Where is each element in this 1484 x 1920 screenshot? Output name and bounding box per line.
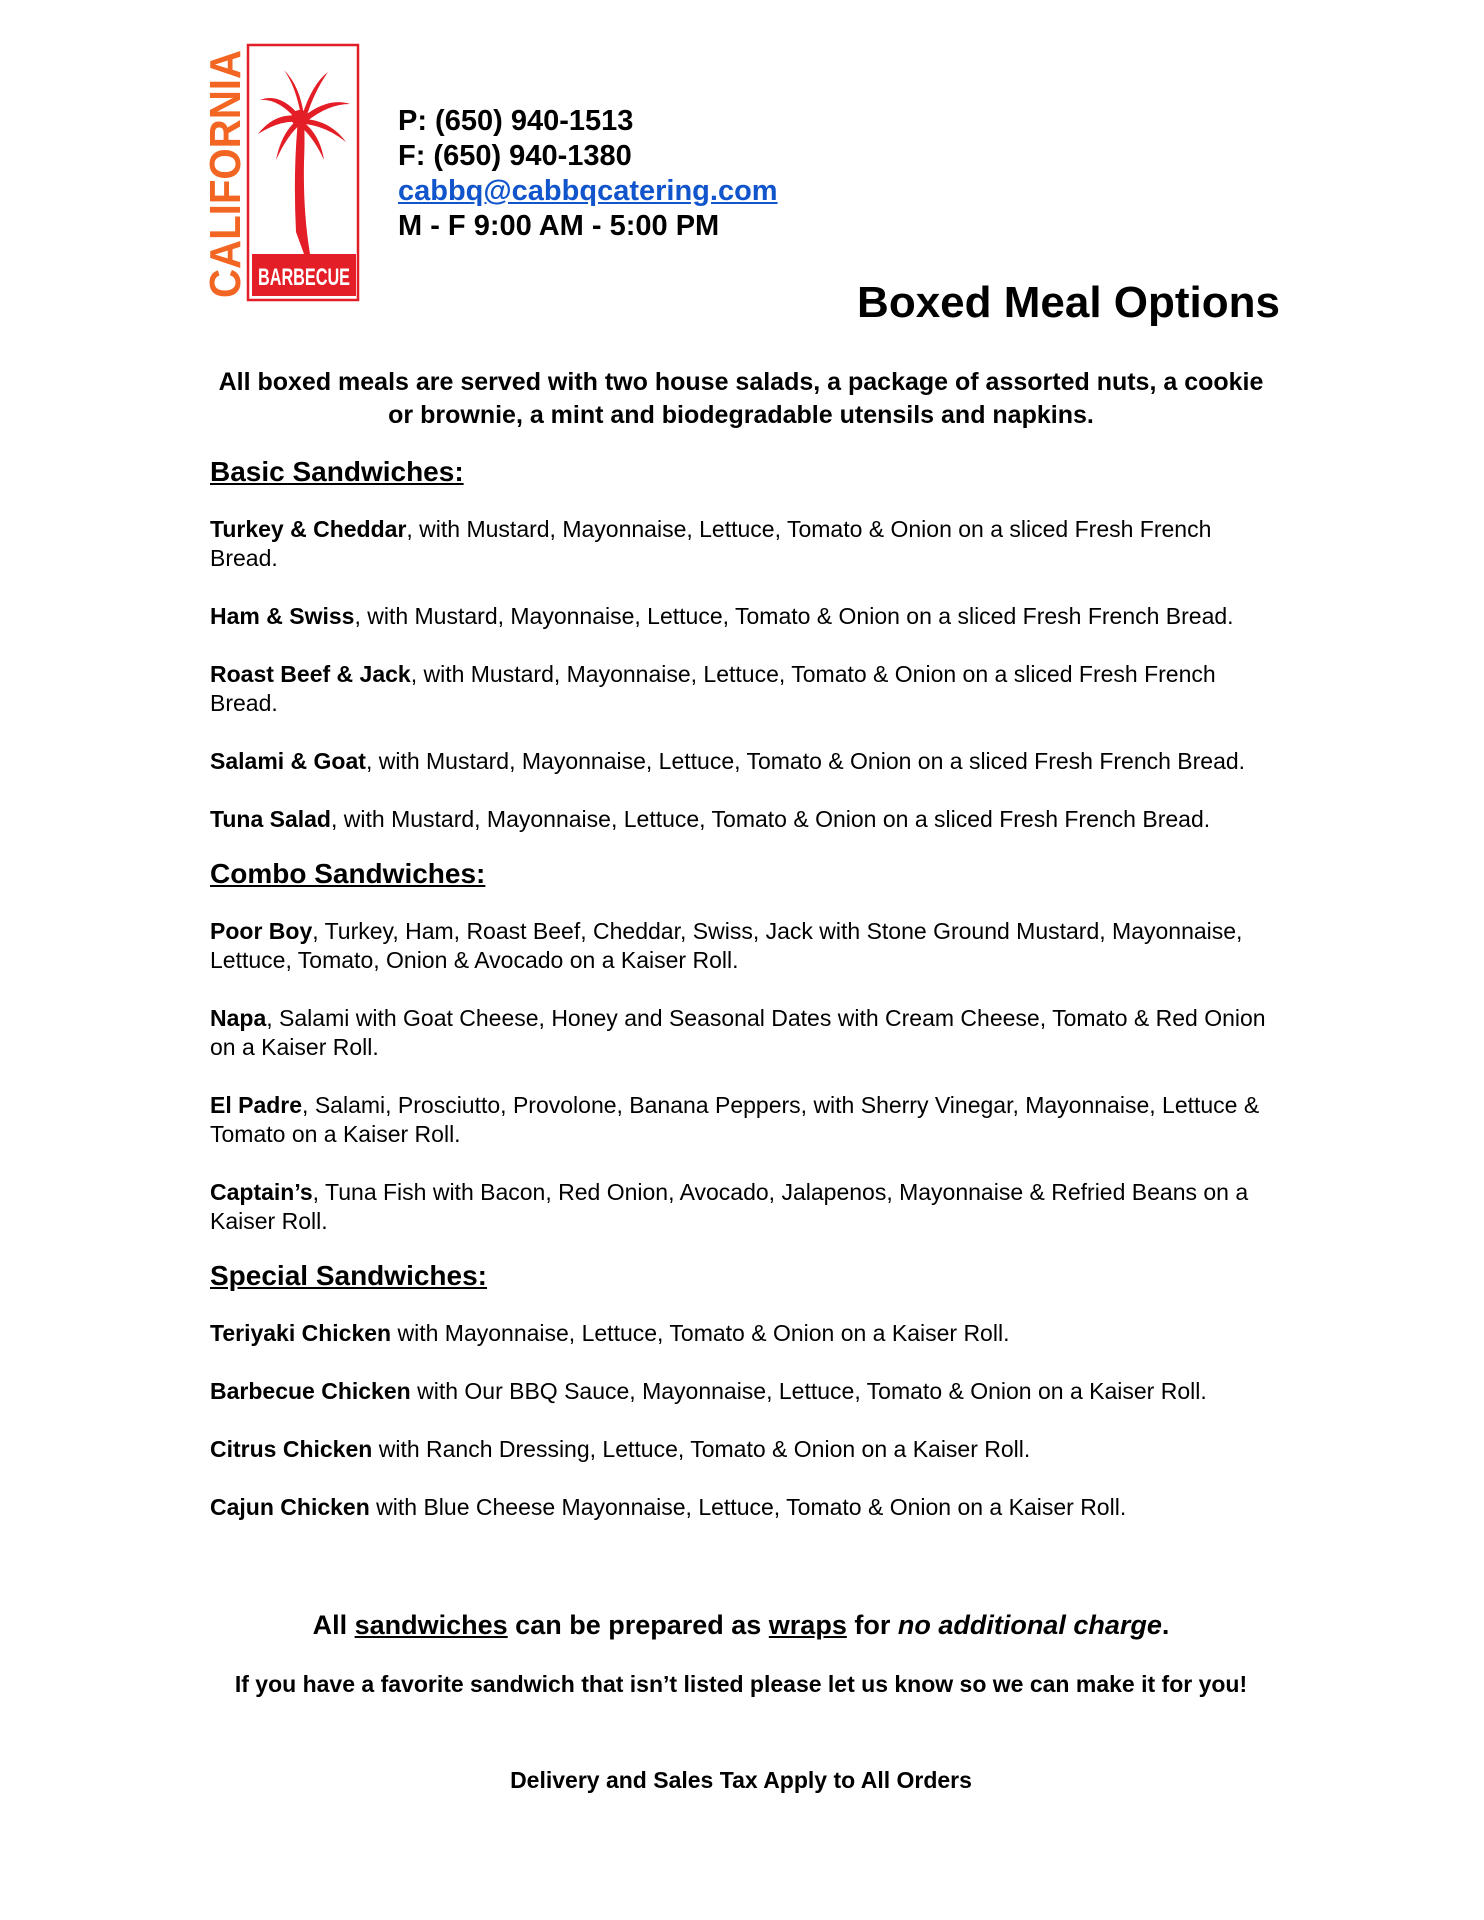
menu-item — [210, 1435, 1280, 1464]
california-barbecue-logo — [200, 26, 362, 304]
menu-item — [210, 1319, 1280, 1348]
item-name: Barbecue Chicken — [210, 1378, 411, 1404]
menu-item — [210, 515, 1280, 573]
palm-tree-logo-icon — [200, 26, 362, 304]
item-name: Cajun Chicken — [210, 1494, 370, 1520]
menu-list — [210, 454, 1280, 1551]
item-description: , with Mustard, Mayonnaise, Lettuce, Tomato & Onion on a sliced Fresh French Bread. — [210, 516, 1212, 571]
item-name: Tuna Salad — [210, 806, 331, 832]
item-name: Captain’s — [210, 1179, 313, 1205]
business-hours: M - F 9:00 AM - 5:00 PM — [398, 210, 720, 242]
item-description: with Mayonnaise, Lettuce, Tomato & Onion on a Kaiser Roll. — [391, 1320, 1010, 1346]
item-name: Salami & Goat — [210, 748, 366, 774]
menu-item — [210, 1004, 1280, 1062]
menu-item — [210, 747, 1280, 776]
item-description: with Our BBQ Sauce, Mayonnaise, Lettuce, Tomato & Onion on a Kaiser Roll. — [410, 1378, 1207, 1404]
phone-number: P: (650) 940-1513 — [398, 105, 634, 137]
item-description: , with Mustard, Mayonnaise, Lettuce, Tomato & Onion on a sliced Fresh French Bread. — [365, 748, 1246, 774]
item-description: , with Mustard, Mayonnaise, Lettuce, Tomato & Onion on a sliced Fresh French Bread. — [331, 806, 1211, 832]
item-name: Roast Beef & Jack — [210, 661, 411, 687]
page-title: Boxed Meal Options — [857, 278, 1280, 327]
wraps-note-wraps: wraps — [768, 1610, 847, 1640]
item-description: , Salami with Goat Cheese, Honey and Seasonal Dates with Cream Cheese, Tomato & Red Onion on a Kaiser Roll. — [210, 1005, 1266, 1060]
fax-number: F: (650) 940-1380 — [398, 140, 632, 172]
section-special-sandwiches — [210, 1258, 1280, 1522]
wraps-note-text: . — [1161, 1610, 1170, 1640]
wraps-note — [210, 1608, 1272, 1642]
section-heading: Special Sandwiches: — [210, 1260, 487, 1291]
item-name: Napa — [210, 1005, 267, 1031]
wraps-note-text: for — [846, 1610, 898, 1640]
item-description: with Ranch Dressing, Lettuce, Tomato & Onion on a Kaiser Roll. — [372, 1436, 1031, 1462]
section-combo-sandwiches — [210, 856, 1280, 1236]
item-description: with Blue Cheese Mayonnaise, Lettuce, Tomato & Onion on a Kaiser Roll. — [369, 1494, 1127, 1520]
menu-item — [210, 1493, 1280, 1522]
delivery-tax-note: Delivery and Sales Tax Apply to All Orders — [510, 1767, 972, 1793]
item-name: Ham & Swiss — [210, 603, 355, 629]
item-description: , Turkey, Ham, Roast Beef, Cheddar, Swiss, Jack with Stone Ground Mustard, Mayonnaise, Lettuce, Tomato, Onion & Avocado on a Kaiser Roll. — [210, 918, 1243, 973]
item-name: Turkey & Cheddar — [210, 516, 407, 542]
section-basic-sandwiches — [210, 454, 1280, 834]
wraps-note-text: can be prepared as — [507, 1610, 769, 1640]
item-name: Teriyaki Chicken — [210, 1320, 392, 1346]
contact-info — [398, 104, 778, 244]
item-description: , Tuna Fish with Bacon, Red Onion, Avocado, Jalapenos, Mayonnaise & Refried Beans on a Kaiser Roll. — [210, 1179, 1249, 1234]
logo-badge-text: BARBECUE — [258, 264, 350, 291]
menu-item — [210, 602, 1280, 631]
menu-item — [210, 917, 1280, 975]
item-name: Citrus Chicken — [210, 1436, 373, 1462]
email-link[interactable]: cabbq@cabbqcatering.com — [398, 175, 778, 207]
section-heading: Combo Sandwiches: — [210, 858, 486, 889]
favorite-sandwich-note: If you have a favorite sandwich that isn’t listed please let us know so we can make it for you! — [234, 1671, 1248, 1697]
menu-item — [210, 805, 1280, 834]
menu-item — [210, 660, 1280, 718]
wraps-note-text: All — [312, 1610, 355, 1640]
item-description: , Salami, Prosciutto, Provolone, Banana Peppers, with Sherry Vinegar, Mayonnaise, Lettuce & Tomato on a Kaiser Roll. — [210, 1092, 1260, 1147]
menu-item — [210, 1178, 1280, 1236]
wraps-note-sandwiches: sandwiches — [354, 1610, 508, 1640]
menu-item — [210, 1377, 1280, 1406]
section-heading: Basic Sandwiches: — [210, 456, 464, 487]
wraps-note-no-charge: no additional charge — [897, 1610, 1162, 1640]
intro-text: All boxed meals are served with two house salads, a package of assorted nuts, a cookie or brownie, a mint and biodegradable utensils and napkins. — [218, 368, 1264, 429]
item-name: El Padre — [210, 1092, 303, 1118]
item-description: , with Mustard, Mayonnaise, Lettuce, Tomato & Onion on a sliced Fresh French Bread. — [210, 661, 1216, 716]
item-description: , with Mustard, Mayonnaise, Lettuce, Tomato & Onion on a sliced Fresh French Bread. — [354, 603, 1234, 629]
logo-vertical-text: CALIFORNIA — [201, 26, 250, 298]
item-name: Poor Boy — [210, 918, 313, 944]
menu-item — [210, 1091, 1280, 1149]
